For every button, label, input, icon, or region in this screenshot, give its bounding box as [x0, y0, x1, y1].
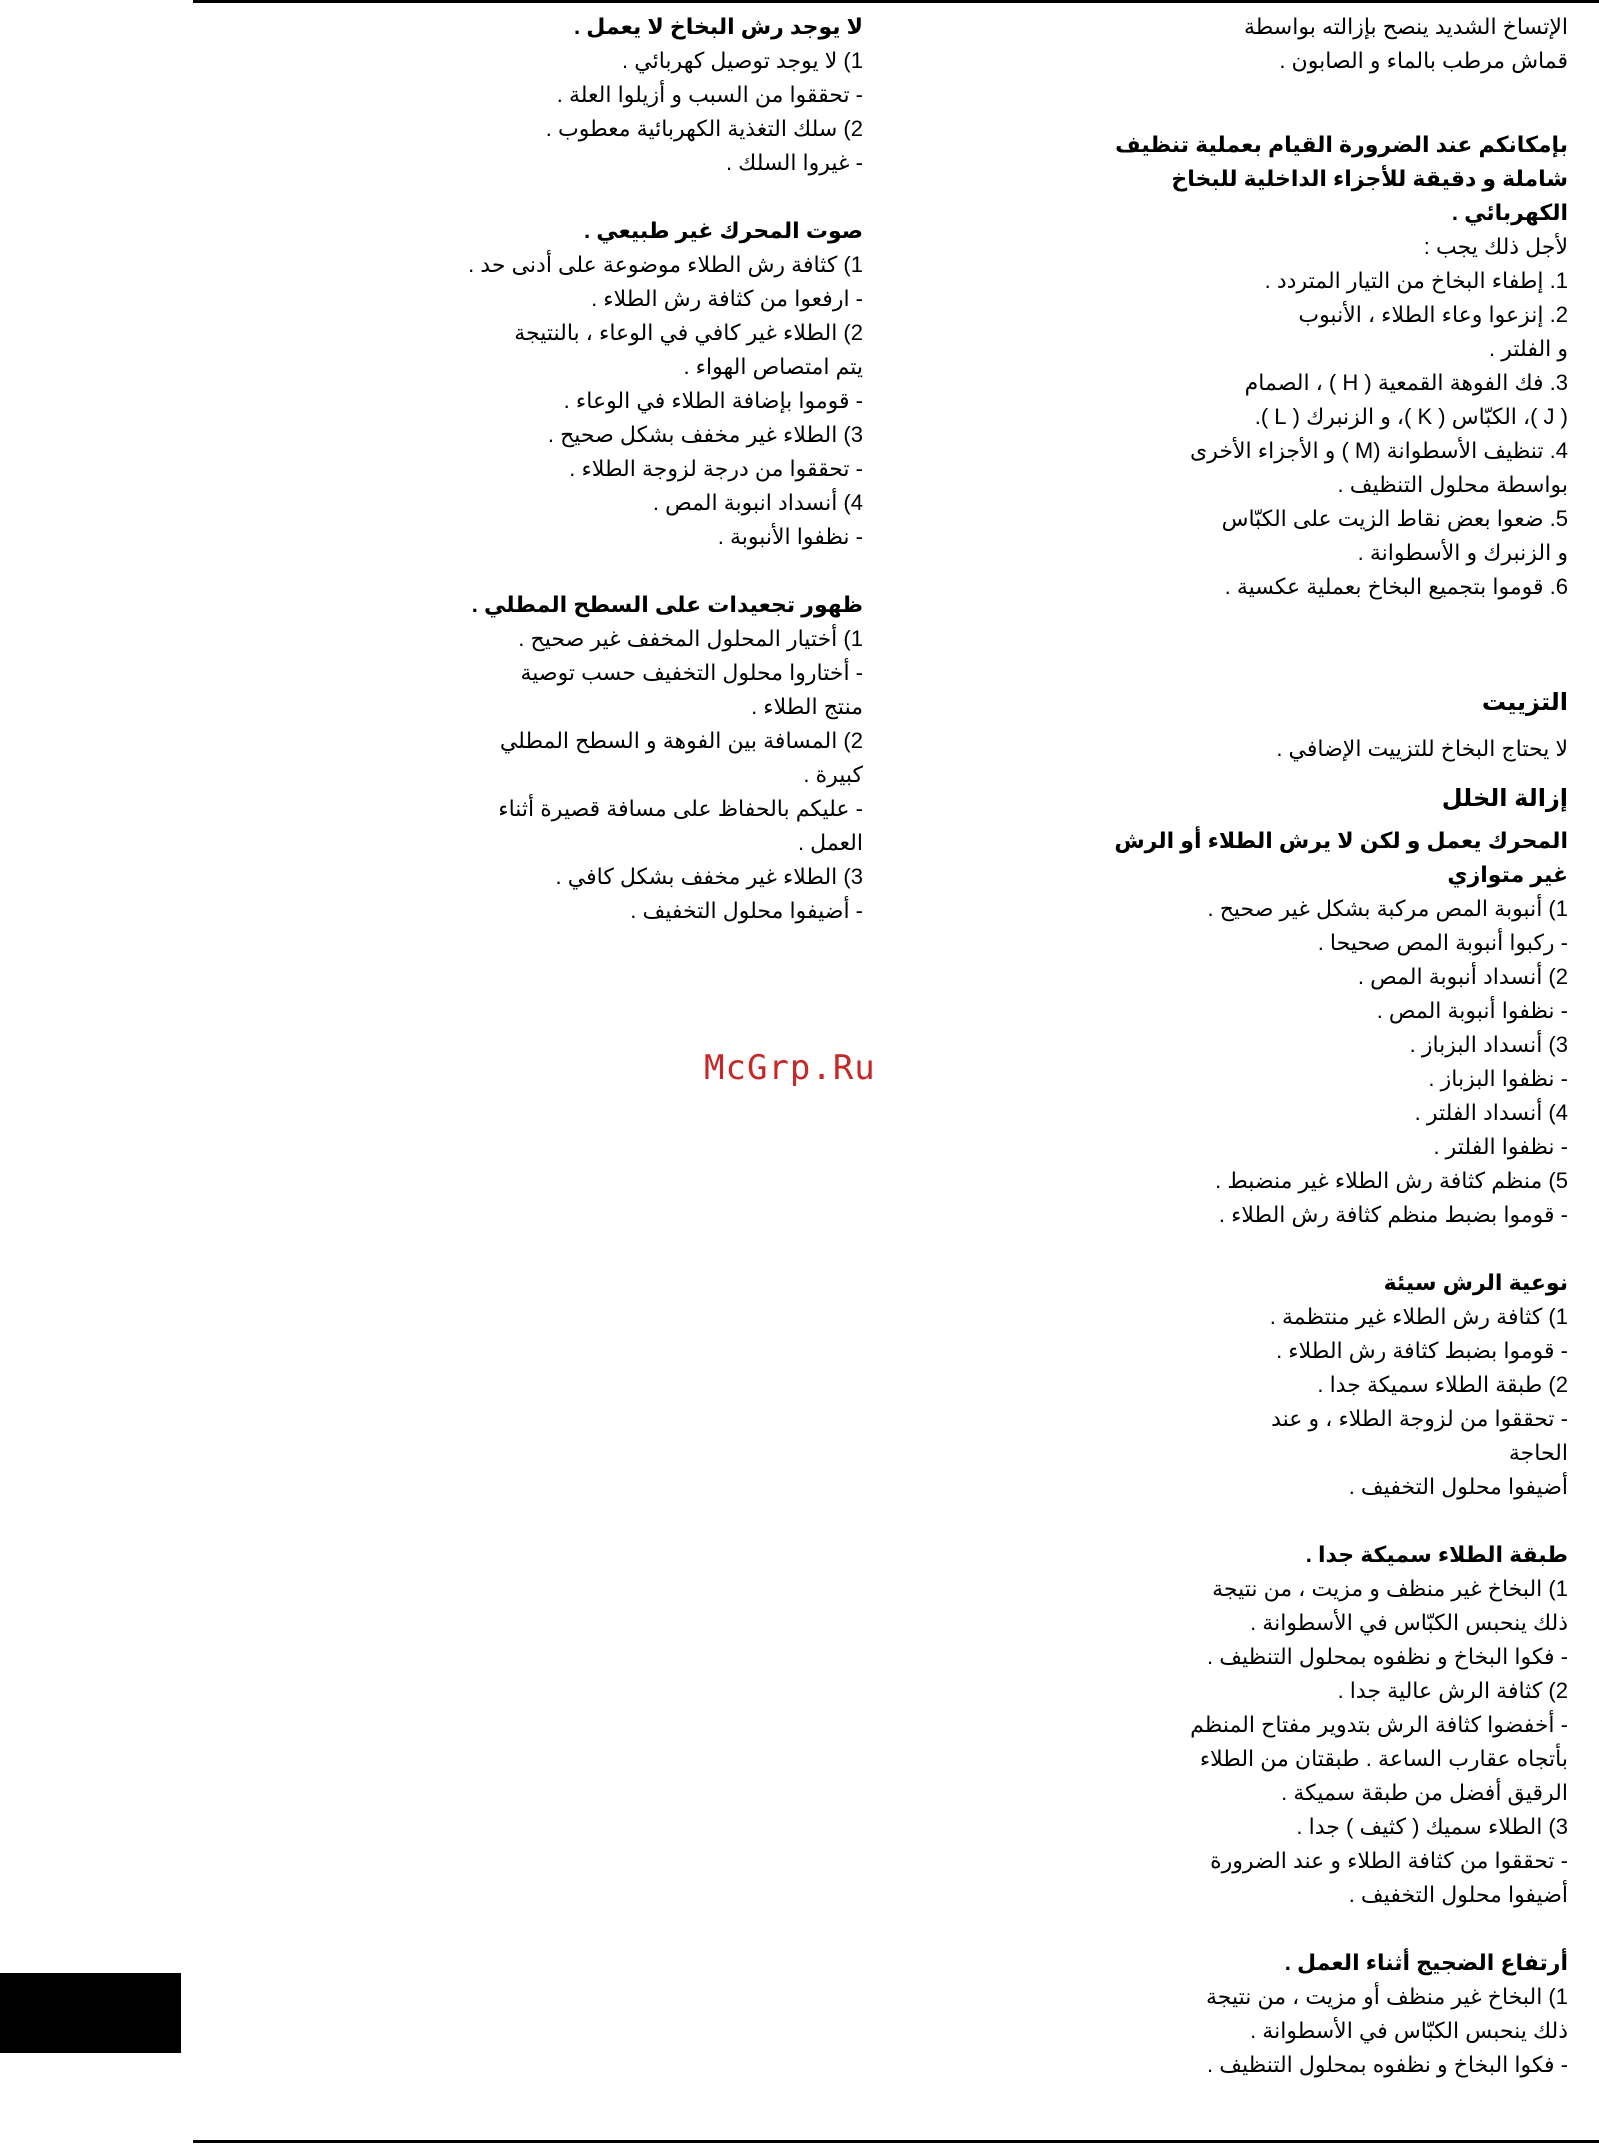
wrinkles-section — [403, 588, 863, 928]
not-working-section — [403, 10, 863, 180]
section-heading: التزييت — [1481, 689, 1568, 716]
fault-line: 1) كثافة رش الطلاء موضوعة على أدنى حد . — [468, 252, 863, 277]
fault-line: - نظفوا أنبوبة المص . — [1376, 998, 1568, 1023]
fault-line: - فكوا البخاخ و نظفوه بمحلول التنظيف . — [1207, 1644, 1568, 1669]
fault-line: 3) أنسداد البزباز . — [1409, 1032, 1568, 1057]
fault-line: 2) المسافة بين الفوهة و السطح المطلي — [499, 728, 863, 753]
cleaning-step: و الفلتر . — [1489, 336, 1568, 361]
fault-line: ذلك ينحبس الكبّاس في الأسطوانة . — [1250, 1610, 1568, 1635]
fault-line: 2) أنسداد أنبوبة المص . — [1357, 964, 1568, 989]
cleaning-step: ( J )، الكبّاس ( K )، و الزنبرك ( L ). — [1254, 404, 1568, 429]
fault-line: 1) كثافة رش الطلاء غير منتظمة . — [1269, 1304, 1568, 1329]
watermark: McGrp.Ru — [704, 1048, 876, 1088]
intro-line: قماش مرطب بالماء و الصابون . — [1279, 48, 1568, 73]
fault-line: كبيرة . — [803, 762, 863, 787]
section-heading: أرتفاع الضجيج أثناء العمل . — [1284, 1950, 1568, 1975]
fault-line: 1) أختيار المحلول المخفف غير صحيح . — [518, 626, 863, 651]
fault-line: - نظفوا الأنبوبة . — [717, 524, 863, 549]
fault-line: 1) أنبوبة المص مركبة بشكل غير صحيح . — [1207, 896, 1568, 921]
fault-line: يتم امتصاص الهواء . — [683, 354, 863, 379]
fault-line: 2) سلك التغذية الكهربائية معطوب . — [545, 116, 863, 141]
fault-line: ذلك ينحبس الكبّاس في الأسطوانة . — [1250, 2018, 1568, 2043]
fault-line: 3) الطلاء غير مخفف بشكل كافي . — [555, 864, 863, 889]
fault-line: - قوموا بإضافة الطلاء في الوعاء . — [563, 388, 863, 413]
section-heading: الكهربائي . — [1451, 200, 1568, 225]
abnormal-sound-section — [403, 214, 863, 554]
fault-line: الحاجة — [1508, 1440, 1568, 1465]
fault-line: الرقيق أفضل من طبقة سميكة . — [1281, 1780, 1568, 1805]
cleaning-step: 4. تنظيف الأسطوانة (M ) و الأجزاء الأخرى — [1190, 438, 1568, 463]
fault-line: 3) الطلاء سميك ( كثيف ) جدا . — [1296, 1814, 1568, 1839]
fault-line: - أضيفوا محلول التخفيف . — [630, 898, 863, 923]
fault-line: - غيروا السلك . — [725, 150, 863, 175]
intro-paragraph — [1128, 10, 1568, 78]
top-rule — [193, 0, 1599, 3]
fault-line: أضيفوا محلول التخفيف . — [1348, 1882, 1568, 1907]
section-heading: المحرك يعمل و لكن لا يرش الطلاء أو الرش — [1114, 828, 1568, 853]
section-heading: غير متوازي — [1447, 862, 1568, 887]
fault-line: - تحققوا من لزوجة الطلاء ، و عند — [1271, 1406, 1568, 1431]
bottom-rule — [193, 2140, 1599, 2143]
section-heading: شاملة و دقيقة للأجزاء الداخلية للبخاخ — [1171, 166, 1568, 191]
fault-line: 2) كثافة الرش عالية جدا . — [1337, 1678, 1568, 1703]
troubleshooting-heading: إزالة الخلل — [1441, 785, 1568, 812]
fault-line: - تحققوا من السبب و أزيلوا العلة . — [556, 82, 863, 107]
fault-line: 5) منظم كثافة رش الطلاء غير منضبط . — [1215, 1168, 1568, 1193]
cleaning-step: 3. فك الفوهة القمعية ( H ) ، الصمام — [1244, 370, 1568, 395]
fault-line: 1) لا يوجد توصيل كهربائي . — [622, 48, 863, 73]
cleaning-step: 1. إطفاء البخاخ من التيار المتردد . — [1264, 268, 1568, 293]
lubrication-section — [1128, 686, 1568, 766]
right-column — [1114, 10, 1568, 2082]
section-heading: لا يوجد رش البخاخ لا يعمل . — [573, 14, 863, 39]
fault-line: بأتجاه عقارب الساعة . طبقتان من الطلاء — [1199, 1746, 1568, 1771]
noise-section — [1128, 1946, 1568, 2082]
fault-line: - فكوا البخاخ و نظفوه بمحلول التنظيف . — [1207, 2052, 1568, 2077]
cleaning-line: لأجل ذلك يجب : — [1423, 234, 1568, 259]
intro-line: الإتساخ الشديد ينصح بإزالته بواسطة — [1243, 14, 1568, 39]
fault-line: - تحققوا من درجة لزوجة الطلاء . — [569, 456, 863, 481]
fault-line: 1) البخاخ غير منظف أو مزيت ، من نتيجة — [1206, 1984, 1568, 2009]
fault-line: 4) أنسداد انبوبة المص . — [652, 490, 863, 515]
section-heading: طبقة الطلاء سميكة جدا . — [1305, 1542, 1568, 1567]
fault-line: 1) البخاخ غير منظف و مزيت ، من نتيجة — [1212, 1576, 1568, 1601]
fault-line: - نظفوا البزباز . — [1428, 1066, 1568, 1091]
cleaning-step: بواسطة محلول التنظيف . — [1337, 472, 1568, 497]
left-column — [403, 10, 863, 928]
section-heading: صوت المحرك غير طبيعي . — [583, 218, 863, 243]
fault-line: - أختاروا محلول التخفيف حسب توصية — [520, 660, 863, 685]
cleaning-step: 6. قوموا بتجميع البخاخ بعملية عكسية . — [1224, 574, 1568, 599]
fault-line: - عليكم بالحفاظ على مسافة قصيرة أثناء — [498, 796, 863, 821]
fault-line: 2) الطلاء غير كافي في الوعاء ، بالنتيجة — [514, 320, 863, 345]
fault-line: - ركبوا أنبوبة المص صحيحا . — [1317, 930, 1568, 955]
cleaning-step: و الزنبرك و الأسطوانة . — [1357, 540, 1568, 565]
fault-line: 2) طبقة الطلاء سميكة جدا . — [1317, 1372, 1568, 1397]
fault-line: أضيفوا محلول التخفيف . — [1348, 1474, 1568, 1499]
fault-line: - تحققوا من كثافة الطلاء و عند الضرورة — [1210, 1848, 1568, 1873]
section-heading: ظهور تجعيدات على السطح المطلي . — [471, 592, 863, 617]
section-heading: بإمكانكم عند الضرورة القيام بعملية تنظيف — [1115, 132, 1568, 157]
page-tab-marker — [0, 1973, 181, 2053]
bad-quality-section — [1128, 1266, 1568, 1504]
fault-line: - قوموا بضبط منظم كثافة رش الطلاء . — [1218, 1202, 1568, 1227]
fault-line: منتج الطلاء . — [751, 694, 863, 719]
fault-line: - قوموا بضبط كثافة رش الطلاء . — [1276, 1338, 1568, 1363]
fault-line: 4) أنسداد الفلتر . — [1414, 1100, 1568, 1125]
fault-line: - نظفوا الفلتر . — [1433, 1134, 1568, 1159]
fault-line: - أخفضوا كثافة الرش بتدوير مفتاح المنظم — [1190, 1712, 1568, 1737]
fault-line: العمل . — [797, 830, 863, 855]
section-heading: نوعية الرش سيئة — [1383, 1270, 1568, 1295]
cleaning-step: 5. ضعوا بعض نقاط الزيت على الكبّاس — [1221, 506, 1568, 531]
thick-layer-section — [1128, 1538, 1568, 1912]
lubrication-text: لا يحتاج البخاخ للتزييت الإضافي . — [1276, 736, 1568, 761]
cleaning-step: 2. إنزعوا وعاء الطلاء ، الأنبوب — [1298, 302, 1568, 327]
fault-line: 3) الطلاء غير مخفف بشكل صحيح . — [547, 422, 863, 447]
fault-line: - ارفعوا من كثافة رش الطلاء . — [591, 286, 863, 311]
no-spray-section — [1114, 824, 1568, 1232]
cleaning-section — [1115, 128, 1568, 604]
